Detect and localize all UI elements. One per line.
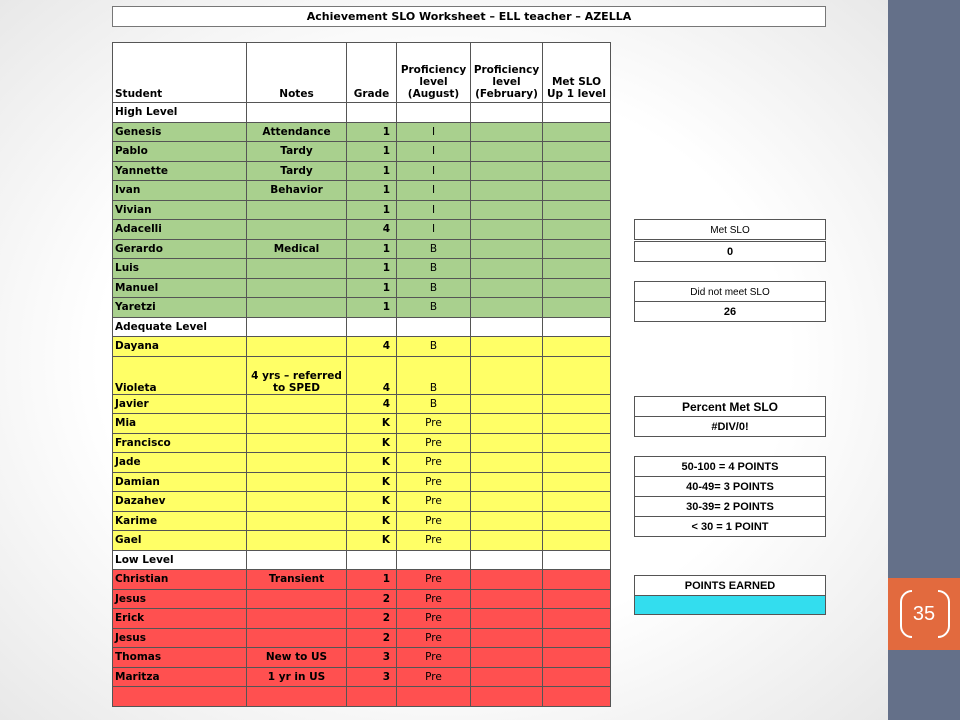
proficiency-august: B: [397, 337, 471, 357]
met-slo-cell: [543, 667, 611, 687]
met-slo-cell: [543, 628, 611, 648]
student-name: Jesus: [113, 589, 247, 609]
student-row: [113, 609, 611, 629]
points-scale-2: 30-39= 2 POINTS: [634, 496, 826, 517]
proficiency-august: I: [397, 142, 471, 162]
proficiency-february: [471, 259, 543, 279]
student-row: [113, 394, 611, 414]
student-grade: 4: [347, 394, 397, 414]
proficiency-august: B: [397, 239, 471, 259]
student-row: [113, 278, 611, 298]
student-notes: [247, 531, 347, 551]
student-name: Adacelli: [113, 220, 247, 240]
proficiency-february: [471, 628, 543, 648]
empty-cell: [471, 550, 543, 570]
proficiency-august: I: [397, 181, 471, 201]
section-row-low: [113, 550, 611, 570]
student-name: Mia: [113, 414, 247, 434]
student-row: [113, 356, 611, 394]
student-name: Thomas: [113, 648, 247, 668]
met-slo-cell: [543, 648, 611, 668]
met-slo-cell: [543, 531, 611, 551]
met-slo-cell: [543, 259, 611, 279]
student-notes: [247, 628, 347, 648]
student-notes: Medical: [247, 239, 347, 259]
not-met-label-box: Did not meet SLO: [634, 281, 826, 302]
student-row: [113, 142, 611, 162]
met-slo-cell: [543, 220, 611, 240]
student-row: [113, 472, 611, 492]
student-notes: New to US: [247, 648, 347, 668]
empty-cell: [397, 317, 471, 337]
proficiency-august: Pre: [397, 414, 471, 434]
header-grade: Grade: [347, 43, 397, 103]
proficiency-august: Pre: [397, 433, 471, 453]
student-grade: 1: [347, 181, 397, 201]
student-notes: Behavior: [247, 181, 347, 201]
empty-cell: [471, 317, 543, 337]
student-notes: [247, 259, 347, 279]
proficiency-august: Pre: [397, 628, 471, 648]
section-label: Adequate Level: [113, 317, 247, 337]
student-name: Maritza: [113, 667, 247, 687]
points-scale-4: 50-100 = 4 POINTS: [634, 456, 826, 477]
student-grade: 3: [347, 648, 397, 668]
empty-cell: [347, 103, 397, 123]
student-row: [113, 337, 611, 357]
empty-cell: [397, 103, 471, 123]
student-notes: [247, 492, 347, 512]
student-grade: 1: [347, 259, 397, 279]
proficiency-february: [471, 220, 543, 240]
student-row: [113, 511, 611, 531]
met-slo-cell: [543, 414, 611, 434]
met-slo-cell: [543, 298, 611, 318]
section-row-adequate: [113, 317, 611, 337]
student-row: [113, 628, 611, 648]
student-name: Yannette: [113, 161, 247, 181]
points-earned-label-box: POINTS EARNED: [634, 575, 826, 596]
header-student: Student: [113, 43, 247, 103]
student-grade: K: [347, 511, 397, 531]
percent-met-value-box: #DIV/0!: [634, 416, 826, 437]
proficiency-february: [471, 667, 543, 687]
student-row: [113, 453, 611, 473]
empty-cell: [397, 550, 471, 570]
student-grade: K: [347, 414, 397, 434]
met-slo-cell: [543, 453, 611, 473]
student-grade: 4: [347, 337, 397, 357]
student-notes: 4 yrs – referred to SPED: [247, 356, 347, 394]
proficiency-february: [471, 298, 543, 318]
student-notes: [247, 472, 347, 492]
header-proficiency-february: Proficiency level (February): [471, 43, 543, 103]
proficiency-august: Pre: [397, 667, 471, 687]
student-notes: [247, 220, 347, 240]
student-name: Vivian: [113, 200, 247, 220]
met-slo-cell: [543, 200, 611, 220]
student-row: [113, 492, 611, 512]
student-row: [113, 161, 611, 181]
student-name: Pablo: [113, 142, 247, 162]
student-row: [113, 667, 611, 687]
proficiency-february: [471, 278, 543, 298]
student-notes: [247, 200, 347, 220]
student-notes: Attendance: [247, 122, 347, 142]
proficiency-august: Pre: [397, 472, 471, 492]
proficiency-august: B: [397, 298, 471, 318]
student-name: Yaretzi: [113, 298, 247, 318]
student-name: Ivan: [113, 181, 247, 201]
student-name: Jade: [113, 453, 247, 473]
student-name: Manuel: [113, 278, 247, 298]
student-name: Jesus: [113, 628, 247, 648]
proficiency-august: I: [397, 122, 471, 142]
student-grade: K: [347, 433, 397, 453]
points-scale-3: 40-49= 3 POINTS: [634, 476, 826, 497]
student-row: [113, 433, 611, 453]
met-slo-cell: [543, 472, 611, 492]
met-slo-cell: [543, 511, 611, 531]
empty-cell: [471, 103, 543, 123]
student-grade: 1: [347, 570, 397, 590]
student-row: [113, 122, 611, 142]
student-grade: 3: [347, 667, 397, 687]
student-notes: [247, 609, 347, 629]
student-row: [113, 589, 611, 609]
met-slo-cell: [543, 609, 611, 629]
student-grade: K: [347, 472, 397, 492]
empty-cell: [347, 317, 397, 337]
met-slo-cell: [543, 181, 611, 201]
student-notes: [247, 511, 347, 531]
empty-cell: [247, 550, 347, 570]
empty-cell: [247, 687, 347, 707]
proficiency-february: [471, 200, 543, 220]
proficiency-august: B: [397, 394, 471, 414]
proficiency-february: [471, 337, 543, 357]
proficiency-february: [471, 648, 543, 668]
student-notes: [247, 298, 347, 318]
student-grade: K: [347, 453, 397, 473]
student-grade: 1: [347, 298, 397, 318]
student-grade: 1: [347, 142, 397, 162]
not-met-value-box: 26: [634, 301, 826, 322]
proficiency-february: [471, 511, 543, 531]
met-slo-cell: [543, 433, 611, 453]
student-notes: [247, 394, 347, 414]
met-slo-cell: [543, 337, 611, 357]
student-row: [113, 259, 611, 279]
student-row: [113, 414, 611, 434]
proficiency-august: B: [397, 356, 471, 394]
empty-cell: [543, 687, 611, 707]
blank-row: [113, 687, 611, 707]
student-grade: 1: [347, 122, 397, 142]
section-label: High Level: [113, 103, 247, 123]
student-notes: Tardy: [247, 161, 347, 181]
percent-met-label-box: Percent Met SLO: [634, 396, 826, 417]
proficiency-february: [471, 181, 543, 201]
met-slo-cell: [543, 239, 611, 259]
student-grade: 1: [347, 239, 397, 259]
student-row: [113, 648, 611, 668]
proficiency-august: Pre: [397, 511, 471, 531]
student-grade: 2: [347, 589, 397, 609]
proficiency-february: [471, 142, 543, 162]
proficiency-august: B: [397, 259, 471, 279]
proficiency-february: [471, 122, 543, 142]
student-notes: [247, 433, 347, 453]
proficiency-august: I: [397, 200, 471, 220]
proficiency-february: [471, 453, 543, 473]
student-notes: Tardy: [247, 142, 347, 162]
header-notes: Notes: [247, 43, 347, 103]
proficiency-february: [471, 492, 543, 512]
student-grade: 4: [347, 220, 397, 240]
proficiency-february: [471, 414, 543, 434]
met-slo-cell: [543, 356, 611, 394]
proficiency-february: [471, 609, 543, 629]
proficiency-august: Pre: [397, 589, 471, 609]
empty-cell: [543, 317, 611, 337]
page-number: 35: [912, 603, 936, 625]
student-table: [112, 42, 611, 707]
met-slo-cell: [543, 142, 611, 162]
proficiency-february: [471, 394, 543, 414]
student-name: Javier: [113, 394, 247, 414]
student-grade: 1: [347, 278, 397, 298]
header-row: [113, 43, 611, 103]
student-grade: K: [347, 531, 397, 551]
empty-cell: [347, 550, 397, 570]
student-name: Karime: [113, 511, 247, 531]
met-slo-cell: [543, 492, 611, 512]
empty-cell: [397, 687, 471, 707]
proficiency-august: I: [397, 161, 471, 181]
proficiency-august: Pre: [397, 609, 471, 629]
student-grade: 1: [347, 200, 397, 220]
student-name: Erick: [113, 609, 247, 629]
header-proficiency-august: Proficiency level (August): [397, 43, 471, 103]
proficiency-august: Pre: [397, 492, 471, 512]
student-name: Genesis: [113, 122, 247, 142]
student-name: Damian: [113, 472, 247, 492]
student-grade: 1: [347, 161, 397, 181]
proficiency-february: [471, 356, 543, 394]
section-label: Low Level: [113, 550, 247, 570]
student-name: Dazahev: [113, 492, 247, 512]
section-row-high: [113, 103, 611, 123]
met-slo-cell: [543, 161, 611, 181]
student-row: [113, 531, 611, 551]
proficiency-february: [471, 239, 543, 259]
points-earned-value-box: [634, 595, 826, 615]
student-name: Gerardo: [113, 239, 247, 259]
empty-cell: [543, 103, 611, 123]
proficiency-august: I: [397, 220, 471, 240]
student-notes: [247, 453, 347, 473]
student-name: Gael: [113, 531, 247, 551]
header-met-slo: Met SLO Up 1 level: [543, 43, 611, 103]
student-row: [113, 181, 611, 201]
proficiency-august: B: [397, 278, 471, 298]
student-name: Francisco: [113, 433, 247, 453]
empty-cell: [113, 687, 247, 707]
proficiency-february: [471, 472, 543, 492]
empty-cell: [471, 687, 543, 707]
student-grade: 4: [347, 356, 397, 394]
empty-cell: [347, 687, 397, 707]
student-notes: Transient: [247, 570, 347, 590]
proficiency-august: Pre: [397, 531, 471, 551]
student-name: Dayana: [113, 337, 247, 357]
proficiency-august: Pre: [397, 648, 471, 668]
student-notes: 1 yr in US: [247, 667, 347, 687]
empty-cell: [247, 317, 347, 337]
met-slo-cell: [543, 394, 611, 414]
student-row: [113, 570, 611, 590]
student-name: Christian: [113, 570, 247, 590]
student-row: [113, 200, 611, 220]
proficiency-february: [471, 589, 543, 609]
worksheet-title: Achievement SLO Worksheet – ELL teacher – AZELLA: [112, 6, 826, 27]
points-scale-1: < 30 = 1 POINT: [634, 516, 826, 537]
student-name: Luis: [113, 259, 247, 279]
proficiency-february: [471, 433, 543, 453]
student-row: [113, 239, 611, 259]
met-slo-value-box: 0: [634, 241, 826, 262]
proficiency-february: [471, 531, 543, 551]
student-row: [113, 220, 611, 240]
student-row: [113, 298, 611, 318]
student-notes: [247, 589, 347, 609]
met-slo-label-box: Met SLO: [634, 219, 826, 240]
student-grade: 2: [347, 609, 397, 629]
student-notes: [247, 278, 347, 298]
proficiency-august: Pre: [397, 570, 471, 590]
student-notes: [247, 337, 347, 357]
proficiency-february: [471, 570, 543, 590]
met-slo-cell: [543, 570, 611, 590]
student-notes: [247, 414, 347, 434]
student-name: Violeta: [113, 356, 247, 394]
proficiency-february: [471, 161, 543, 181]
met-slo-cell: [543, 278, 611, 298]
student-grade: K: [347, 492, 397, 512]
empty-cell: [247, 103, 347, 123]
proficiency-august: Pre: [397, 453, 471, 473]
student-grade: 2: [347, 628, 397, 648]
met-slo-cell: [543, 122, 611, 142]
met-slo-cell: [543, 589, 611, 609]
empty-cell: [543, 550, 611, 570]
